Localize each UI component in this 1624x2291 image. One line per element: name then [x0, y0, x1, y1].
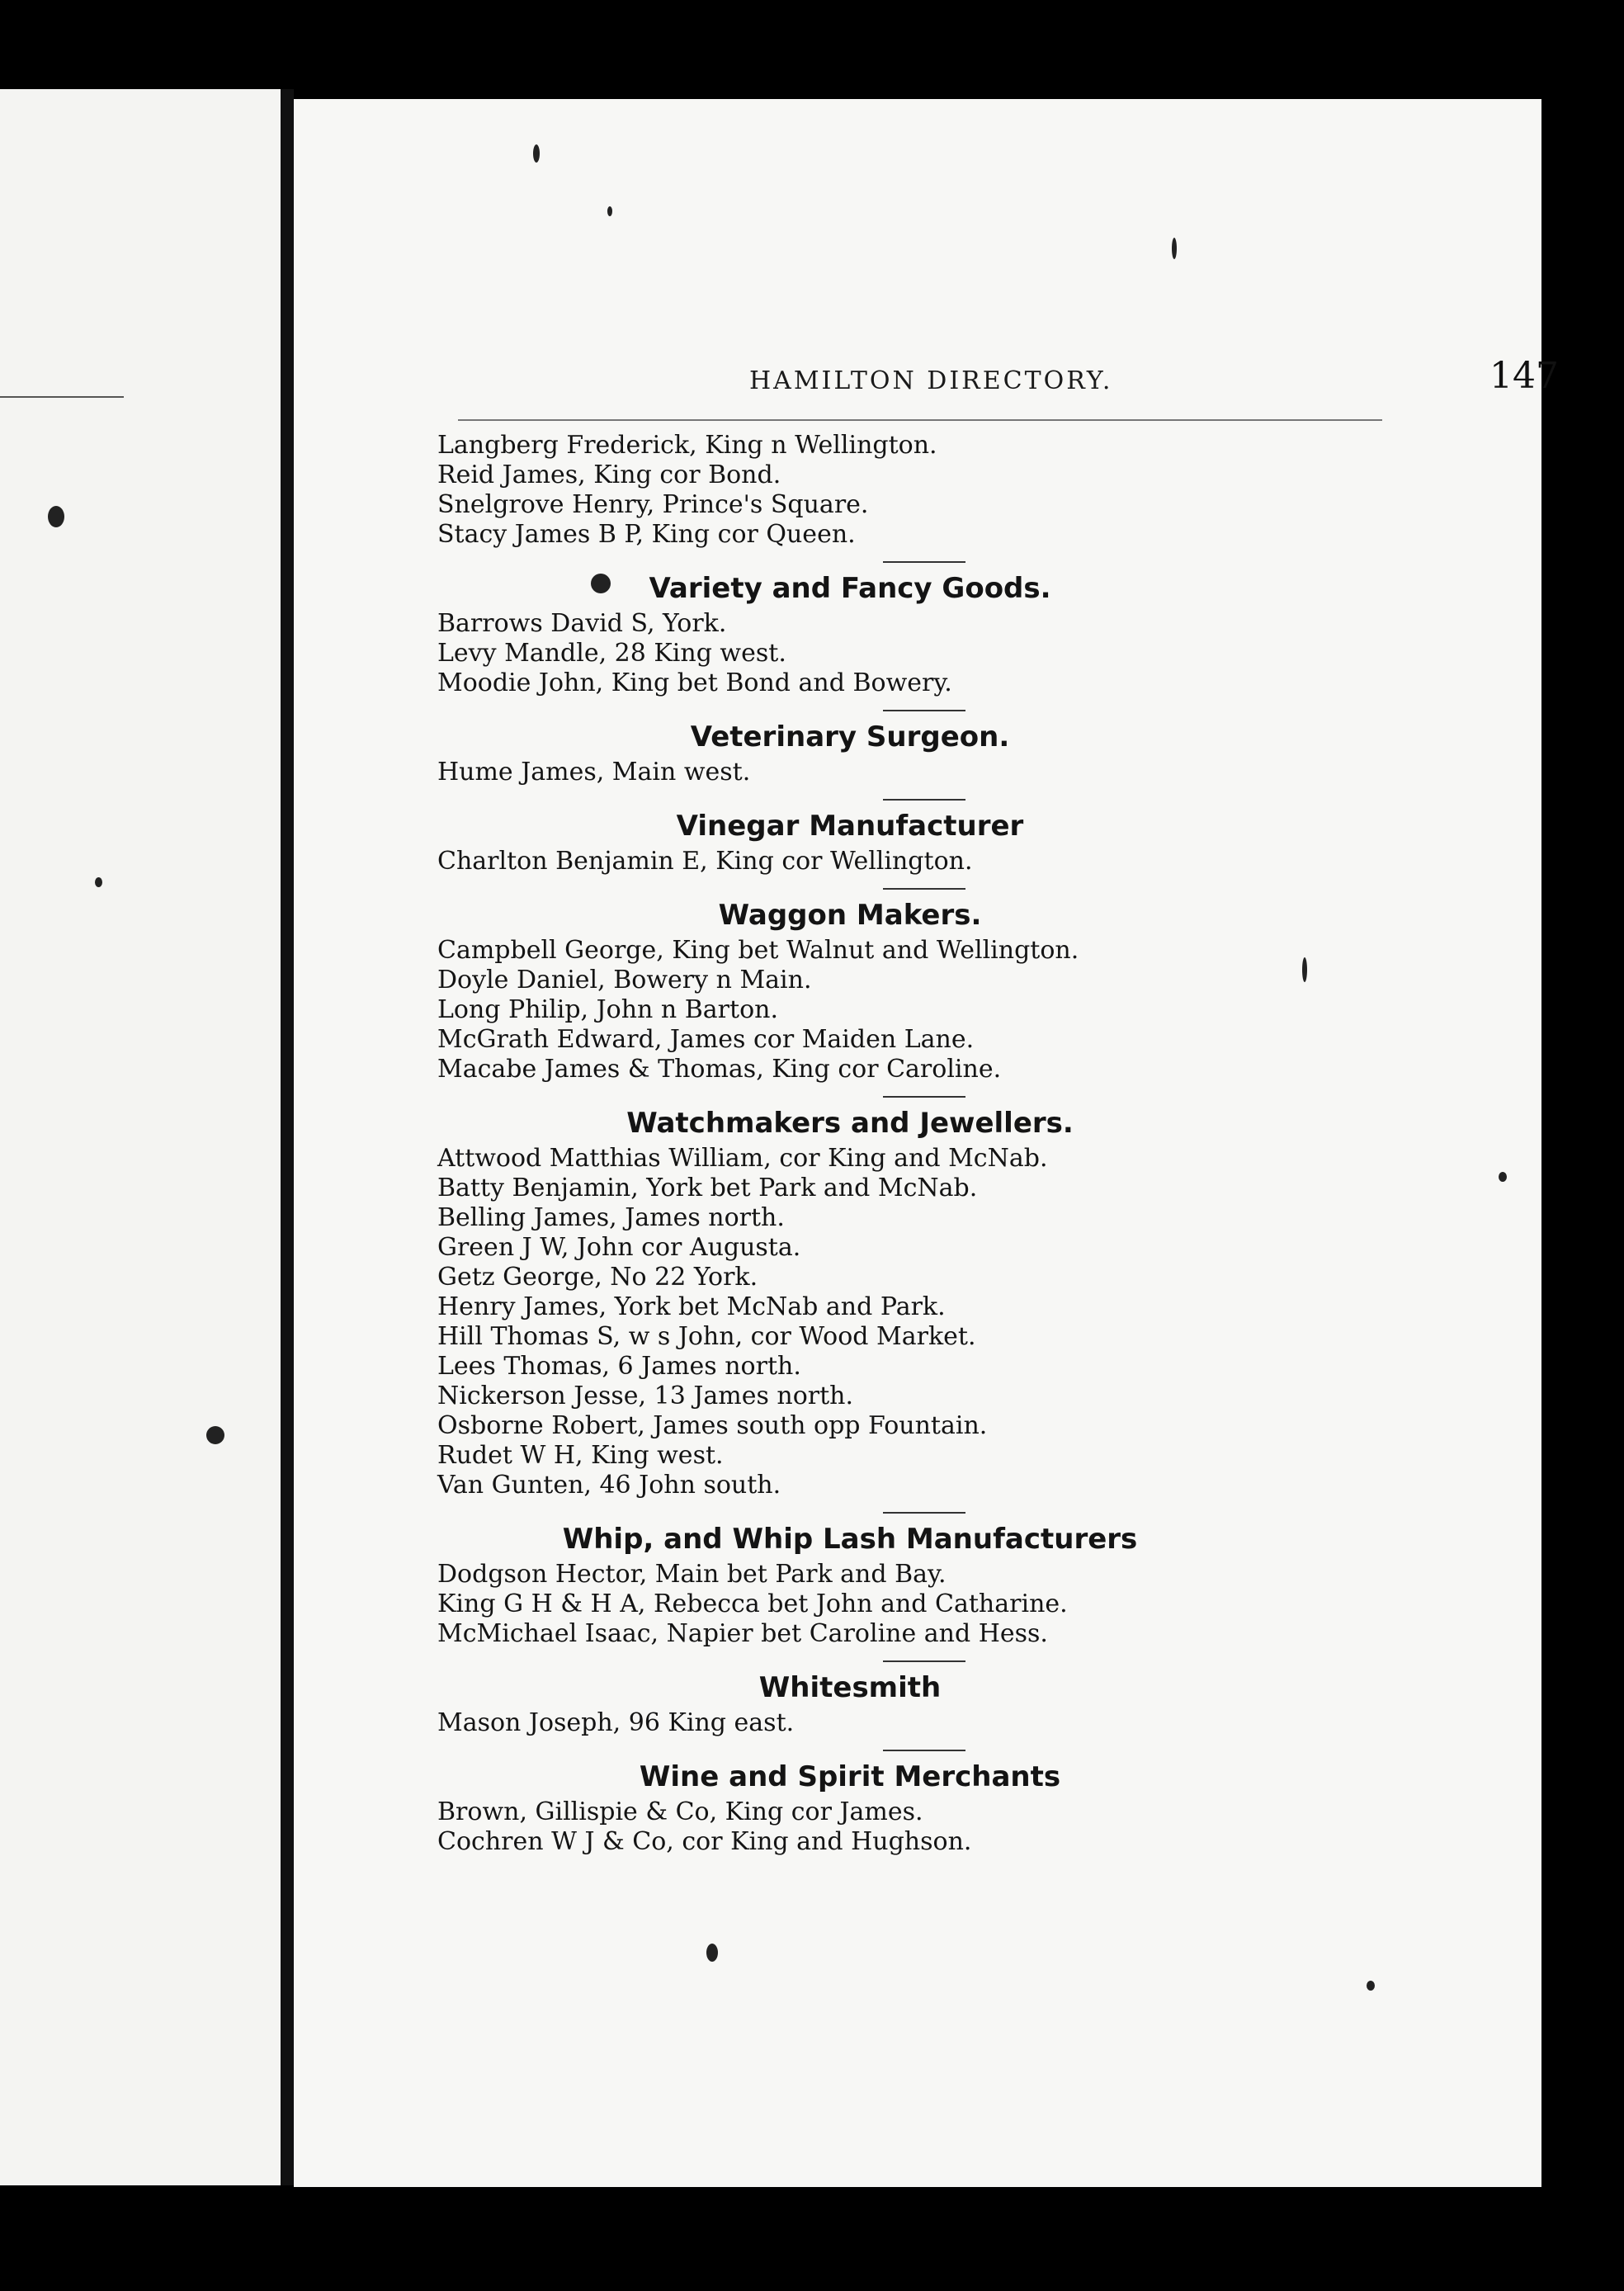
- list-item: King G H & H A, Rebecca bet John and Catharine.: [437, 1590, 1068, 1618]
- list-item: Batty Benjamin, York bet Park and McNab.: [437, 1174, 978, 1202]
- list-item: Attwood Matthias William, cor King and McNab.: [437, 1144, 1048, 1173]
- section-heading: Wine and Spirit Merchants: [639, 1760, 1061, 1793]
- list-item: Macabe James & Thomas, King cor Caroline.: [437, 1055, 1002, 1084]
- list-item: Brown, Gillispie & Co, King cor James.: [437, 1797, 923, 1826]
- section-heading: Whip, and Whip Lash Manufacturers: [562, 1523, 1138, 1556]
- ink-speck: [607, 206, 612, 216]
- section-rule: [883, 1096, 965, 1098]
- section-whitesmith: [437, 1660, 1263, 1738]
- list-item: Rudet W H, King west.: [437, 1441, 724, 1470]
- list-item: Langberg Frederick, King n Wellington.: [437, 431, 937, 460]
- list-item: McMichael Isaac, Napier bet Caroline and Hess.: [437, 1619, 1048, 1648]
- list-item: Osborne Robert, James south opp Fountain.: [437, 1411, 988, 1440]
- section-rule: [883, 888, 965, 890]
- list-item: Mason Joseph, 96 King east.: [437, 1708, 795, 1737]
- list-item: Nickerson Jesse, 13 James north.: [437, 1382, 854, 1410]
- directory-listing: [437, 431, 1263, 1857]
- list-item: Getz George, No 22 York.: [437, 1263, 758, 1292]
- list-item: Barrows David S, York.: [437, 609, 727, 638]
- list-item: Stacy James B P, King cor Queen.: [437, 520, 856, 549]
- section-heading: Watchmakers and Jewellers.: [626, 1107, 1074, 1140]
- ink-speck: [1172, 238, 1177, 259]
- ink-speck: [1302, 957, 1307, 982]
- ink-speck: [1499, 1172, 1507, 1182]
- section-rule: [883, 1660, 965, 1662]
- list-item: Belling James, James north.: [437, 1203, 785, 1232]
- section-rule: [883, 1750, 965, 1751]
- section-rule: [883, 799, 965, 801]
- list-item: Hume James, Main west.: [437, 758, 751, 786]
- list-item: Moodie John, King bet Bond and Bowery.: [437, 668, 952, 697]
- list-item: Long Philip, John n Barton.: [437, 995, 778, 1024]
- section-vinegar-manufacturer: [437, 799, 1263, 876]
- page-gutter: [281, 89, 294, 2185]
- section-heading: Whitesmith: [758, 1671, 942, 1704]
- list-item: Levy Mandle, 28 King west.: [437, 639, 786, 668]
- ink-speck: [533, 144, 540, 163]
- section-rule: [883, 1512, 965, 1514]
- list-item: Snelgrove Henry, Prince's Square.: [437, 490, 869, 519]
- section-rule: [883, 561, 965, 563]
- list-item: Cochren W J & Co, cor King and Hughson.: [437, 1827, 972, 1856]
- ink-speck: [706, 1944, 718, 1962]
- header-rule: [458, 419, 1382, 421]
- section-rule: [883, 710, 965, 711]
- section-whip-manufacturers: [437, 1512, 1263, 1649]
- list-item: Dodgson Hector, Main bet Park and Bay.: [437, 1560, 947, 1589]
- ink-speck: [1367, 1981, 1375, 1991]
- section-veterinary-surgeon: [437, 710, 1263, 787]
- section-variety-fancy-goods: [437, 561, 1263, 698]
- list-item: Hill Thomas S, w s John, cor Wood Market.: [437, 1322, 976, 1351]
- section-watchmakers-jewellers: [437, 1096, 1263, 1500]
- list-item: Charlton Benjamin E, King cor Wellington.: [437, 847, 973, 876]
- ink-speck: [206, 1426, 224, 1444]
- facing-page: [0, 89, 281, 2185]
- list-item: Lees Thomas, 6 James north.: [437, 1352, 801, 1381]
- section-heading: Variety and Fancy Goods.: [649, 572, 1051, 605]
- list-item: Campbell George, King bet Walnut and Wellington.: [437, 936, 1079, 965]
- section-heading: Veterinary Surgeon.: [690, 720, 1010, 753]
- section-heading: Waggon Makers.: [718, 899, 982, 932]
- list-item: Green J W, John cor Augusta.: [437, 1233, 801, 1262]
- section-wine-spirit-merchants: [437, 1750, 1263, 1857]
- running-title: HAMILTON DIRECTORY.: [749, 366, 1113, 395]
- section-waggon-makers: [437, 888, 1263, 1084]
- facing-page-rule: [0, 396, 124, 398]
- ink-speck: [48, 506, 64, 527]
- ink-speck: [95, 877, 102, 887]
- list-item: McGrath Edward, James cor Maiden Lane.: [437, 1025, 975, 1054]
- section-heading: Vinegar Manufacturer: [676, 810, 1024, 843]
- list-item: Doyle Daniel, Bowery n Main.: [437, 966, 812, 994]
- page-number: 147: [1489, 355, 1559, 397]
- running-head: [458, 264, 1559, 397]
- list-item: Van Gunten, 46 John south.: [437, 1471, 781, 1500]
- list-item: Henry James, York bet McNab and Park.: [437, 1292, 946, 1321]
- list-item: Reid James, King cor Bond.: [437, 461, 781, 489]
- top-entries: [437, 431, 1263, 550]
